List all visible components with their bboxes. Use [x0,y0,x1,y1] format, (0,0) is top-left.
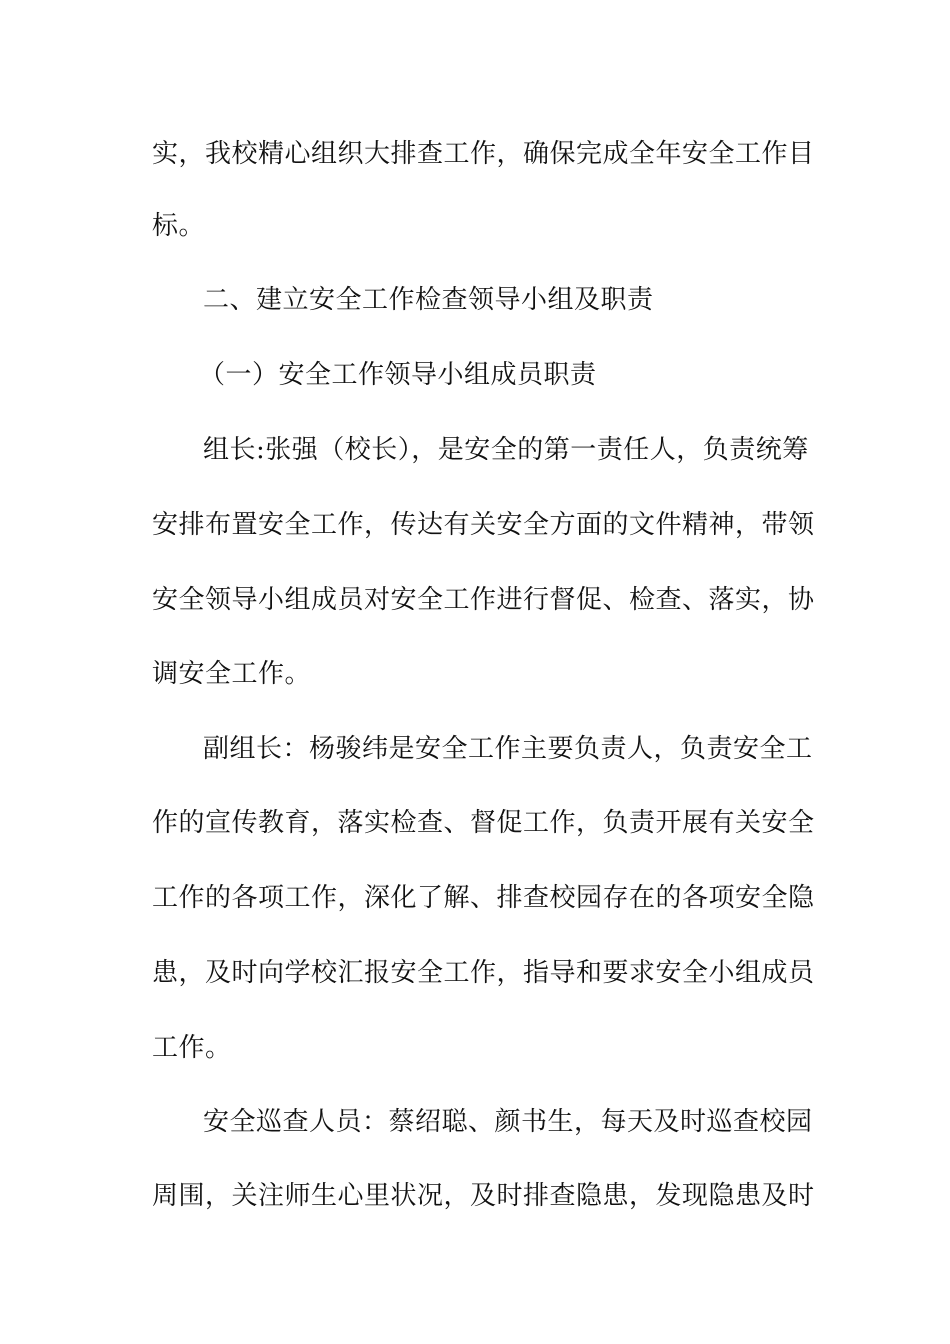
paragraph-first-line: 安全巡查人员：蔡绍聪、颜书生，每天及时巡查校园 [203,1107,813,1137]
body-text-line: 标。 [152,211,206,241]
section-heading: 二、建立安全工作检查领导小组及职责 [203,285,654,315]
body-text-line: 安排布置安全工作，传达有关安全方面的文件精神，带领 [152,510,815,540]
paragraph-first-line: 副组长：杨骏纬是安全工作主要负责人，负责安全工 [203,734,813,764]
body-text-line: 安全领导小组成员对安全工作进行督促、检查、落实，协 [152,585,815,615]
body-text-line: 调安全工作。 [152,659,312,689]
body-text-line: 工作。 [152,1033,232,1063]
subsection-heading: （一）安全工作领导小组成员职责 [199,360,597,390]
body-text-line: 周围，关注师生心里状况，及时排查隐患，发现隐患及时 [152,1181,815,1211]
body-text-line: 实，我校精心组织大排查工作，确保完成全年安全工作目 [152,139,815,169]
body-text-line: 作的宣传教育，落实检查、督促工作，负责开展有关安全 [152,808,815,838]
paragraph-first-line: 组长:张强（校长），是安全的第一责任人，负责统筹 [203,435,809,465]
body-text-line: 患，及时向学校汇报安全工作，指导和要求安全小组成员 [152,958,815,988]
body-text-line: 工作的各项工作，深化了解、排查校园存在的各项安全隐 [152,883,815,913]
